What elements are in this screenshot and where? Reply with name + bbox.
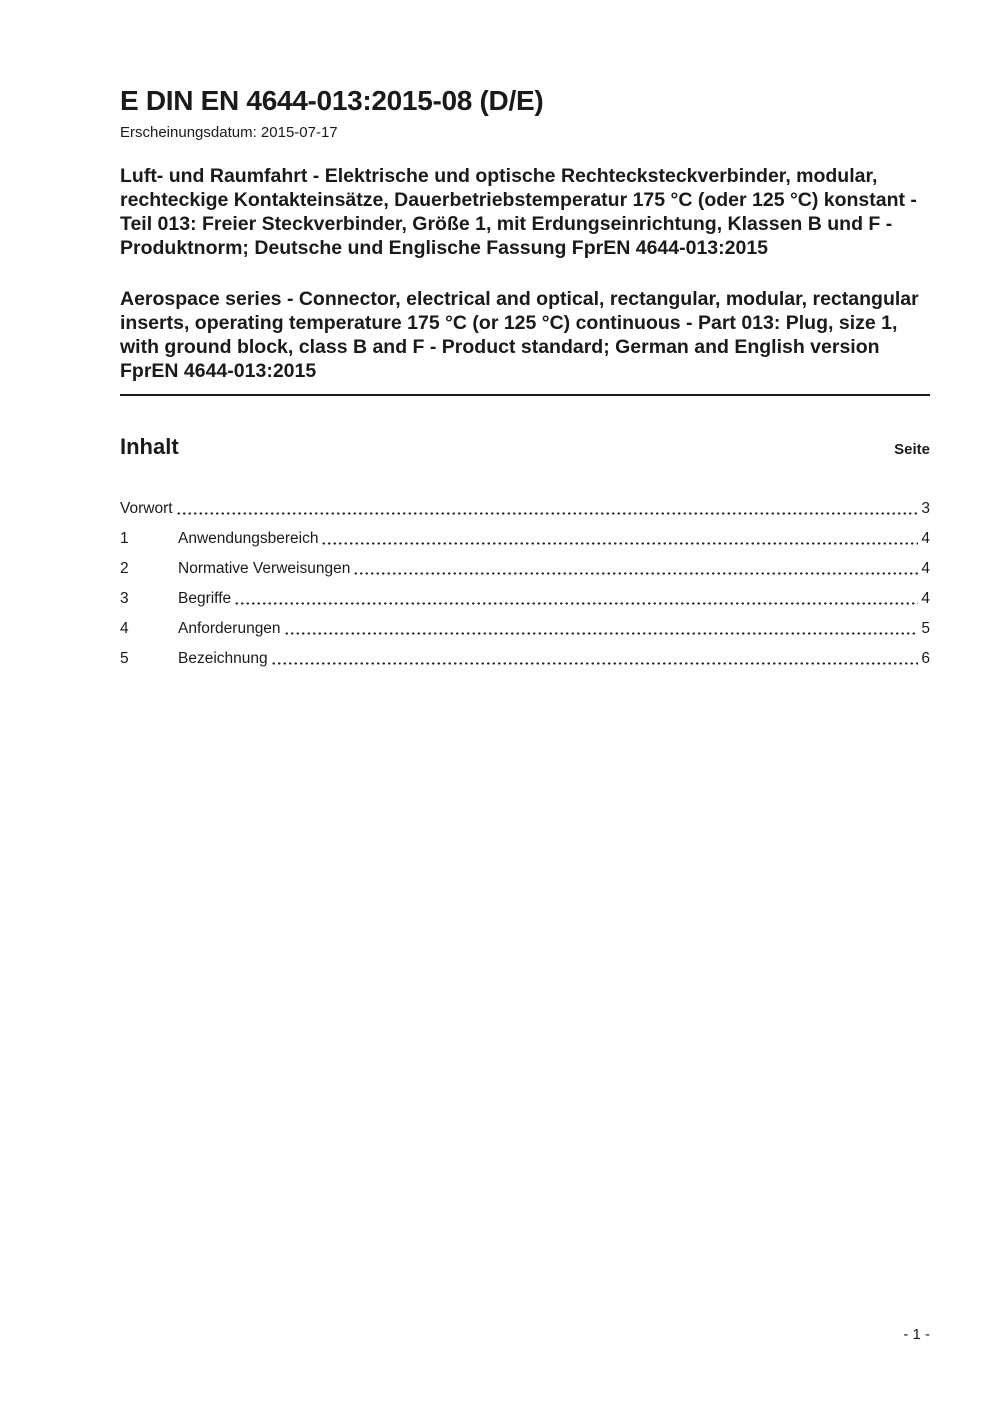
page-number: - 1 - bbox=[903, 1326, 930, 1343]
toc-entry-title: Begriffe bbox=[178, 589, 232, 607]
toc-entry-number: 1 bbox=[120, 529, 129, 547]
toc-entry[interactable] bbox=[120, 638, 930, 668]
toc-entry[interactable] bbox=[120, 518, 930, 548]
publication-date: Erscheinungsdatum: 2015-07-17 bbox=[120, 123, 338, 141]
toc-entry-number: 2 bbox=[120, 559, 129, 577]
toc-dot-leader bbox=[284, 632, 919, 635]
toc-entry-title: Normative Verweisungen bbox=[178, 559, 351, 577]
toc-header bbox=[120, 434, 930, 460]
toc-entry-title: Anwendungsbereich bbox=[178, 529, 319, 547]
document-title: E DIN EN 4644-013:2015-08 (D/E) bbox=[120, 85, 544, 116]
toc-dot-leader bbox=[271, 662, 919, 665]
toc-page-column-label: Seite bbox=[894, 440, 930, 458]
toc-entry-page: 3 bbox=[921, 499, 930, 517]
toc-entry-title: Anforderungen bbox=[178, 619, 281, 637]
toc-dot-leader bbox=[353, 572, 918, 575]
toc-heading: Inhalt bbox=[120, 433, 179, 459]
toc-entry-page: 6 bbox=[921, 649, 930, 667]
toc-entry[interactable] bbox=[120, 578, 930, 608]
toc-entry[interactable] bbox=[120, 548, 930, 578]
toc-dot-leader bbox=[234, 602, 918, 605]
toc-entry-page: 4 bbox=[921, 529, 930, 547]
toc-entry-number: 3 bbox=[120, 589, 129, 607]
toc-dot-leader bbox=[321, 542, 918, 545]
toc-entry-page: 5 bbox=[921, 619, 930, 637]
toc-entry-page: 4 bbox=[921, 559, 930, 577]
divider-rule bbox=[120, 394, 930, 396]
toc-entry-title: Bezeichnung bbox=[178, 649, 268, 667]
toc-entry-page: 4 bbox=[921, 589, 930, 607]
table-of-contents bbox=[120, 488, 930, 668]
title-english: Aerospace series - Connector, electrical and optical, rectangular, modular, rectangular inserts, operating temperature 175 °C (or 125 °C) continuous - Part 013: Plug, size 1, with ground block, class B and F - Product standard; German and English version FprEN 4644-013:2015 bbox=[120, 287, 919, 382]
toc-entry-title: Vorwort bbox=[120, 499, 173, 517]
toc-entry[interactable] bbox=[120, 488, 930, 518]
toc-entry[interactable] bbox=[120, 608, 930, 638]
title-german: Luft- und Raumfahrt - Elektrische und optische Rechtecksteckverbinder, modular, rechteckige Kontakteinsätze, Dauerbetriebstemperatur 175 °C (oder 125 °C) konstant - Teil 013: Freier Steckverbinder, Größe 1, mit Erdungseinrichtung, Klassen B und F - Produktnorm; Deutsche und Englische Fassung FprEN 4644-013:2015 bbox=[120, 164, 917, 259]
toc-entry-number: 4 bbox=[120, 619, 129, 637]
toc-dot-leader bbox=[176, 512, 919, 515]
toc-entry-number: 5 bbox=[120, 649, 129, 667]
